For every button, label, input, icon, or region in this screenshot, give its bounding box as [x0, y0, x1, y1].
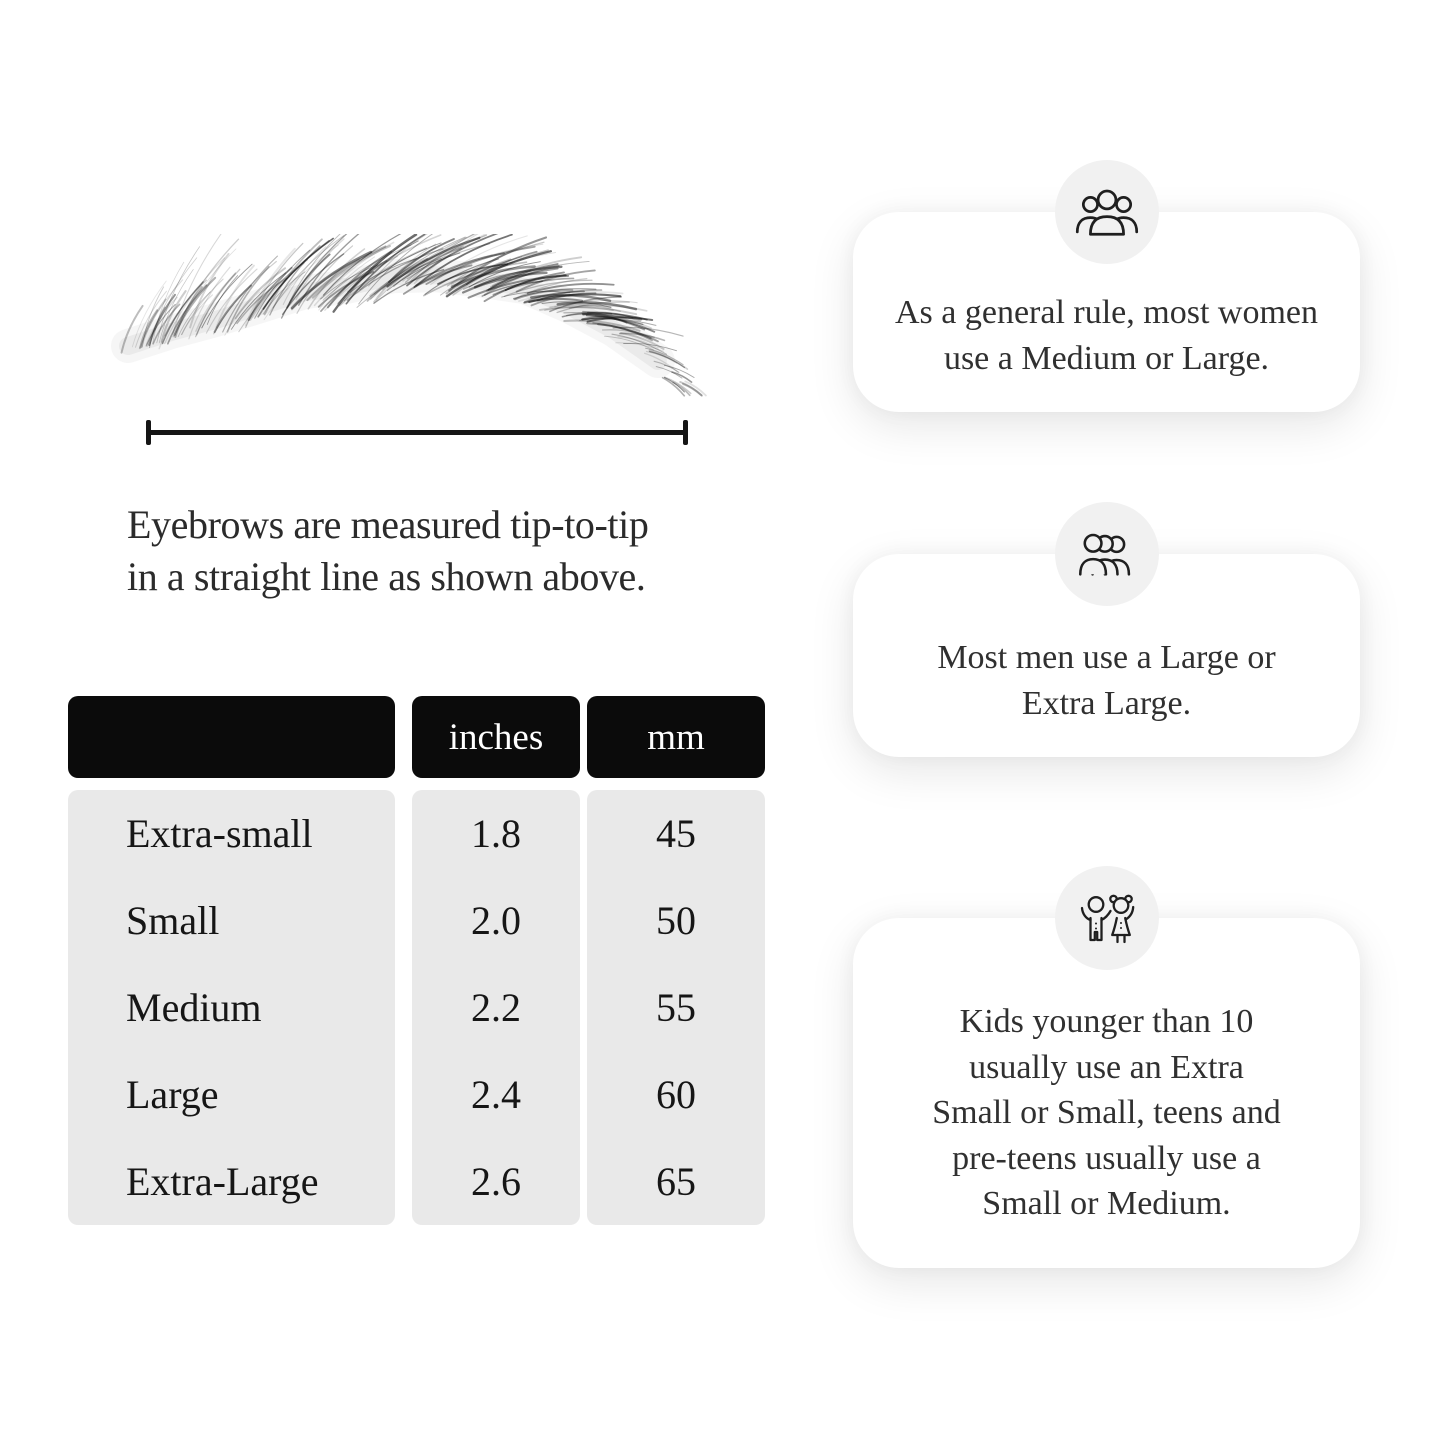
card-line: usually use an Extra	[969, 1048, 1244, 1086]
table-row	[68, 790, 765, 877]
mm-cell: 45	[656, 811, 696, 856]
size-table-header-inches: inches	[412, 696, 580, 778]
card-line: pre-teens usually use a	[952, 1139, 1261, 1177]
eyebrow-sketch-svg	[110, 234, 710, 404]
card-men	[853, 554, 1360, 757]
card-text	[853, 290, 1360, 381]
size-table-header-mm: mm	[587, 696, 765, 778]
card-text	[853, 635, 1360, 726]
icon-circle	[1055, 866, 1159, 970]
size-cell: Extra-small	[126, 811, 313, 856]
icon-circle	[1055, 160, 1159, 264]
card-line: Small or Medium.	[982, 1185, 1231, 1222]
size-table-header-blank	[68, 696, 395, 778]
women-group-icon	[1075, 186, 1139, 239]
card-text	[853, 999, 1360, 1227]
mm-cell: 55	[656, 985, 696, 1030]
table-row	[68, 877, 765, 964]
children-icon	[1077, 891, 1137, 946]
icon-circle	[1055, 502, 1159, 606]
inches-cell: 1.8	[471, 811, 521, 856]
men-group-icon	[1076, 530, 1138, 578]
size-cell: Extra-Large	[126, 1159, 319, 1204]
card-line: Extra Large.	[1021, 684, 1192, 722]
card-line: use a Medium or Large.	[943, 339, 1270, 377]
size-table-rows	[68, 790, 765, 1225]
inches-cell: 2.2	[471, 985, 521, 1030]
inches-cell: 2.6	[471, 1159, 521, 1204]
card-line: Small or Small, teens and	[932, 1094, 1281, 1131]
card-line: As a general rule, most women	[895, 294, 1318, 331]
card-women	[853, 212, 1360, 412]
mm-cell: 65	[656, 1159, 696, 1204]
inches-cell: 2.4	[471, 1072, 521, 1117]
card-kids	[853, 918, 1360, 1268]
size-table	[68, 696, 765, 1225]
caption-line-2: in a straight line as shown above.	[127, 554, 646, 599]
table-row	[68, 964, 765, 1051]
table-row	[68, 1138, 765, 1225]
size-cell: Small	[126, 898, 220, 943]
size-cell: Large	[126, 1072, 219, 1117]
measurement-caption	[127, 499, 747, 603]
eyebrow-illustration	[110, 234, 710, 404]
size-cell: Medium	[126, 985, 262, 1030]
card-line: Kids younger than 10	[959, 1003, 1254, 1040]
card-line: Most men use a Large or	[937, 639, 1276, 676]
measurement-line	[146, 430, 688, 435]
mm-cell: 50	[656, 898, 696, 943]
caption-line-1: Eyebrows are measured tip-to-tip	[127, 502, 649, 547]
mm-cell: 60	[656, 1072, 696, 1117]
inches-cell: 2.0	[471, 898, 521, 943]
table-row	[68, 1051, 765, 1138]
